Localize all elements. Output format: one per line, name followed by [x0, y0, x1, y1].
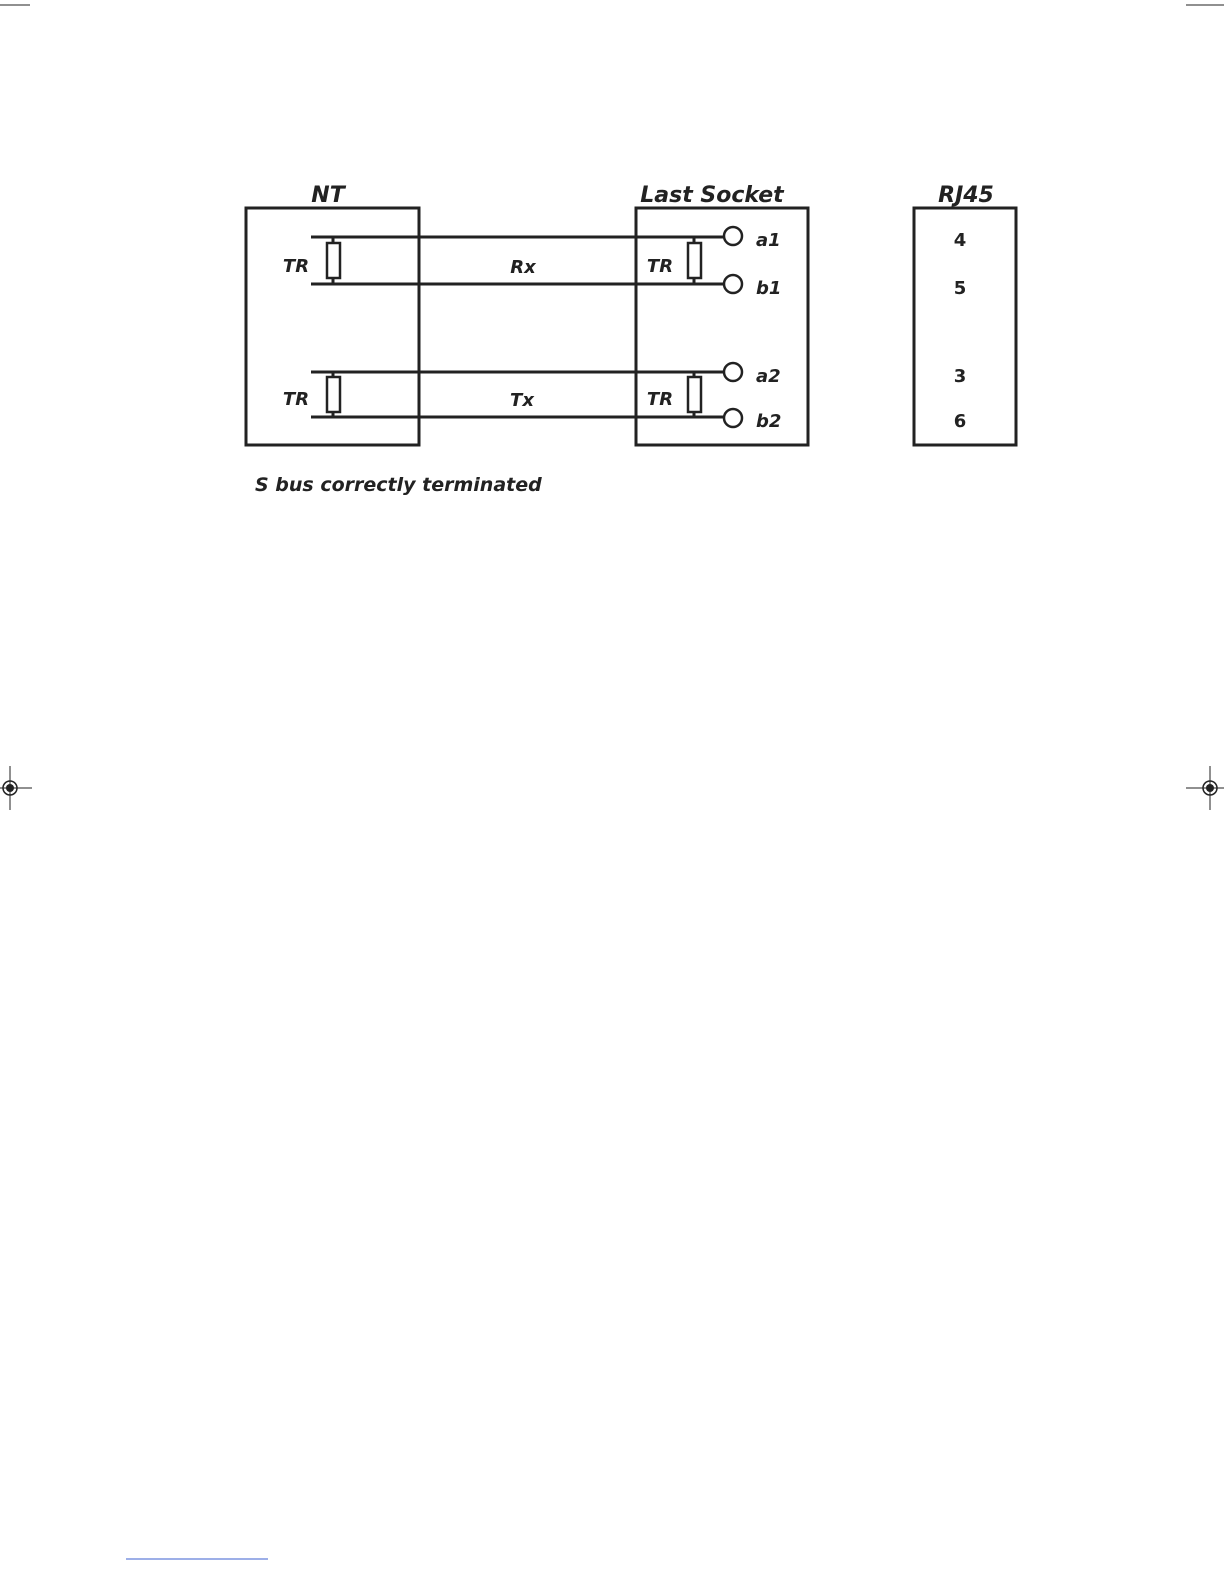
rx-label: Rx	[510, 257, 536, 278]
nt-title: NT	[311, 183, 345, 208]
terminal-b1-label: b1	[756, 278, 782, 299]
terminal-a1-circle	[724, 227, 742, 245]
terminal-b2-circle	[724, 409, 742, 427]
rj45-pin-a2: 3	[953, 366, 967, 387]
terminal-b2-label: b2	[756, 411, 782, 432]
tx-label: Tx	[510, 390, 534, 411]
last-socket-title: Last Socket	[640, 183, 784, 208]
rj45-pin-b1: 5	[953, 278, 967, 299]
socket-rx-resistor	[688, 237, 701, 284]
terminal-a2-label: a2	[756, 366, 781, 387]
terminal-a1-label: a1	[756, 230, 781, 251]
socket-tx-resistor	[688, 372, 701, 417]
nt-tx-resistor	[327, 372, 340, 417]
nt-rx-tr-label: TR	[282, 256, 310, 277]
rj45-pin-a1: 4	[953, 230, 967, 251]
terminal-a2-circle	[724, 363, 742, 381]
nt-tx-tr-label: TR	[282, 389, 310, 410]
registration-mark-right	[1186, 766, 1224, 810]
caption: S bus correctly terminated	[255, 474, 542, 496]
nt-rx-resistor	[327, 237, 340, 284]
terminal-b1-circle	[724, 275, 742, 293]
socket-rx-tr-label: TR	[646, 256, 674, 277]
socket-tx-tr-label: TR	[646, 389, 674, 410]
rj45-pin-b2: 6	[953, 411, 967, 432]
registration-mark-left	[0, 766, 32, 810]
rj45-title: RJ45	[938, 183, 994, 208]
